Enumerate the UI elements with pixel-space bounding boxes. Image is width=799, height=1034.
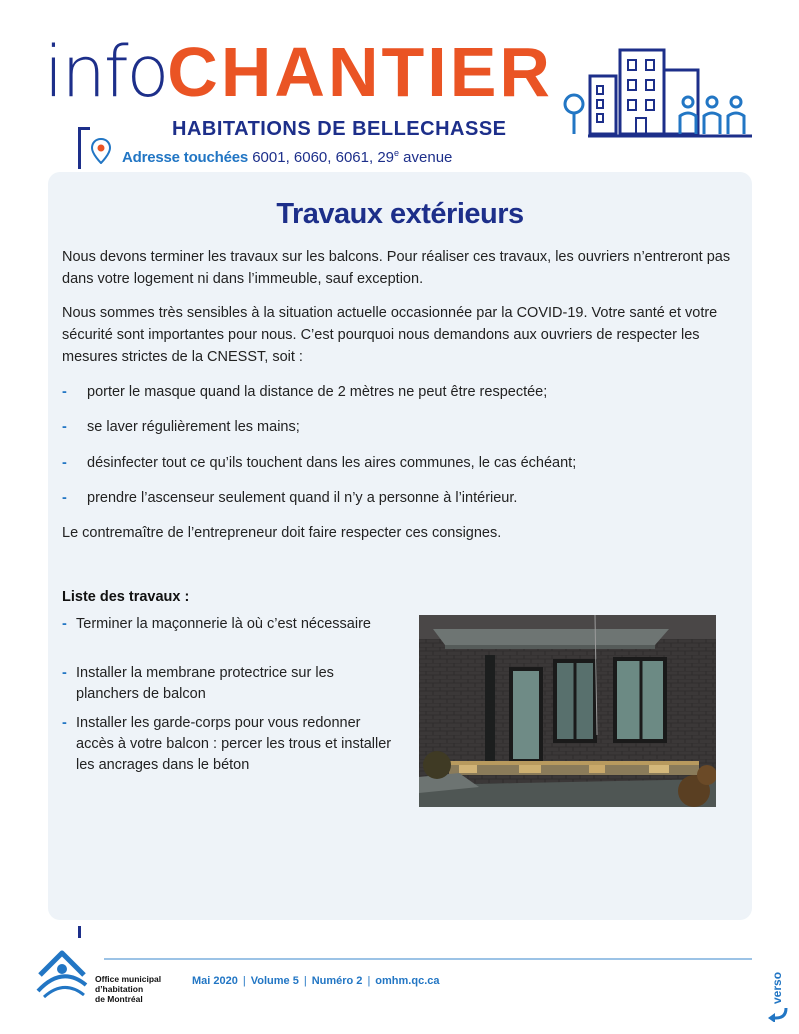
omhm-logo [34, 945, 90, 1001]
covid-paragraph: Nous sommes très sensibles à la situation actuelle occasionnée par la COVID-19. Votre santé et votre sécurité sont importantes pour nous. C’est pourquoi nous demandons aux ouvriers de respecter les mesures strictes de la CNESST, soit : [62, 305, 718, 365]
verso-arrow-icon[interactable] [766, 958, 792, 1022]
map-pin-icon [91, 138, 111, 164]
address-ordinal: e [394, 148, 400, 158]
address-bracket-top [78, 127, 90, 130]
bullet-dash: - [62, 715, 67, 731]
issue-number: Numéro 2 [311, 975, 363, 987]
intro-paragraph: Nous devons terminer les travaux sur les balcons. Pour réaliser ces travaux, les ouvriers n’entreront pas dans votre logement ni dans l’immeuble, sauf exception. [62, 249, 731, 287]
website-link[interactable]: omhm.qc.ca [375, 975, 440, 987]
bullet-dash: - [62, 455, 67, 471]
address-suffix: avenue [399, 149, 453, 166]
verso-text: verso [770, 971, 784, 1004]
work-text: Terminer la maçonnerie là où c’est nécessaire [76, 616, 371, 632]
footer-tick [78, 926, 81, 938]
balcony-photo [419, 615, 716, 807]
page-title: Travaux extérieurs [276, 198, 524, 230]
work-text: Installer les garde-corps pour vous redonner accès à votre balcon : percer les trous et installer les ancrages dans le béton [76, 715, 392, 773]
address-bracket [78, 127, 81, 169]
project-name: HABITATIONS DE BELLECHASSE [172, 118, 507, 140]
bullet-dash: - [62, 384, 67, 400]
foreman-paragraph: Le contremaître de l’entrepreneur doit faire respecter ces consignes. [62, 525, 502, 541]
issue-info [192, 975, 439, 987]
brand-chantier: CHANTIER [167, 33, 553, 111]
bullet-dash: - [62, 616, 67, 632]
org-line: de Montréal [95, 994, 143, 1004]
separator: | [367, 975, 371, 987]
bullet-dash: - [62, 490, 67, 506]
address-label: Adresse touchées [122, 149, 249, 166]
org-line: d’habitation [95, 984, 144, 994]
bullet-dash: - [62, 419, 67, 435]
works-list-heading: Liste des travaux : [62, 589, 190, 605]
measure-text: se laver régulièrement les mains; [87, 419, 300, 435]
separator: | [303, 975, 307, 987]
skyline-illustration [562, 40, 754, 140]
bullet-dash: - [62, 665, 67, 681]
measure-text: prendre l’ascenseur seulement quand il n’y a personne à l’intérieur. [87, 490, 518, 506]
organization-name [95, 974, 161, 1004]
work-text: Installer la membrane protectrice sur les planchers de balcon [76, 665, 334, 702]
issue-volume: Volume 5 [250, 975, 299, 987]
affected-address [122, 148, 452, 166]
brand-info: info [44, 31, 168, 113]
issue-date: Mai 2020 [192, 975, 238, 987]
separator: | [242, 975, 246, 987]
footer-rule [104, 958, 752, 960]
address-value: 6001, 6060, 6061, 29 [252, 149, 394, 166]
brand-wordmark [44, 30, 553, 114]
measure-text: porter le masque quand la distance de 2 mètres ne peut être respectée; [87, 384, 548, 400]
org-line: Office municipal [95, 974, 162, 984]
measure-text: désinfecter tout ce qu’ils touchent dans les aires communes, le cas échéant; [87, 455, 577, 471]
